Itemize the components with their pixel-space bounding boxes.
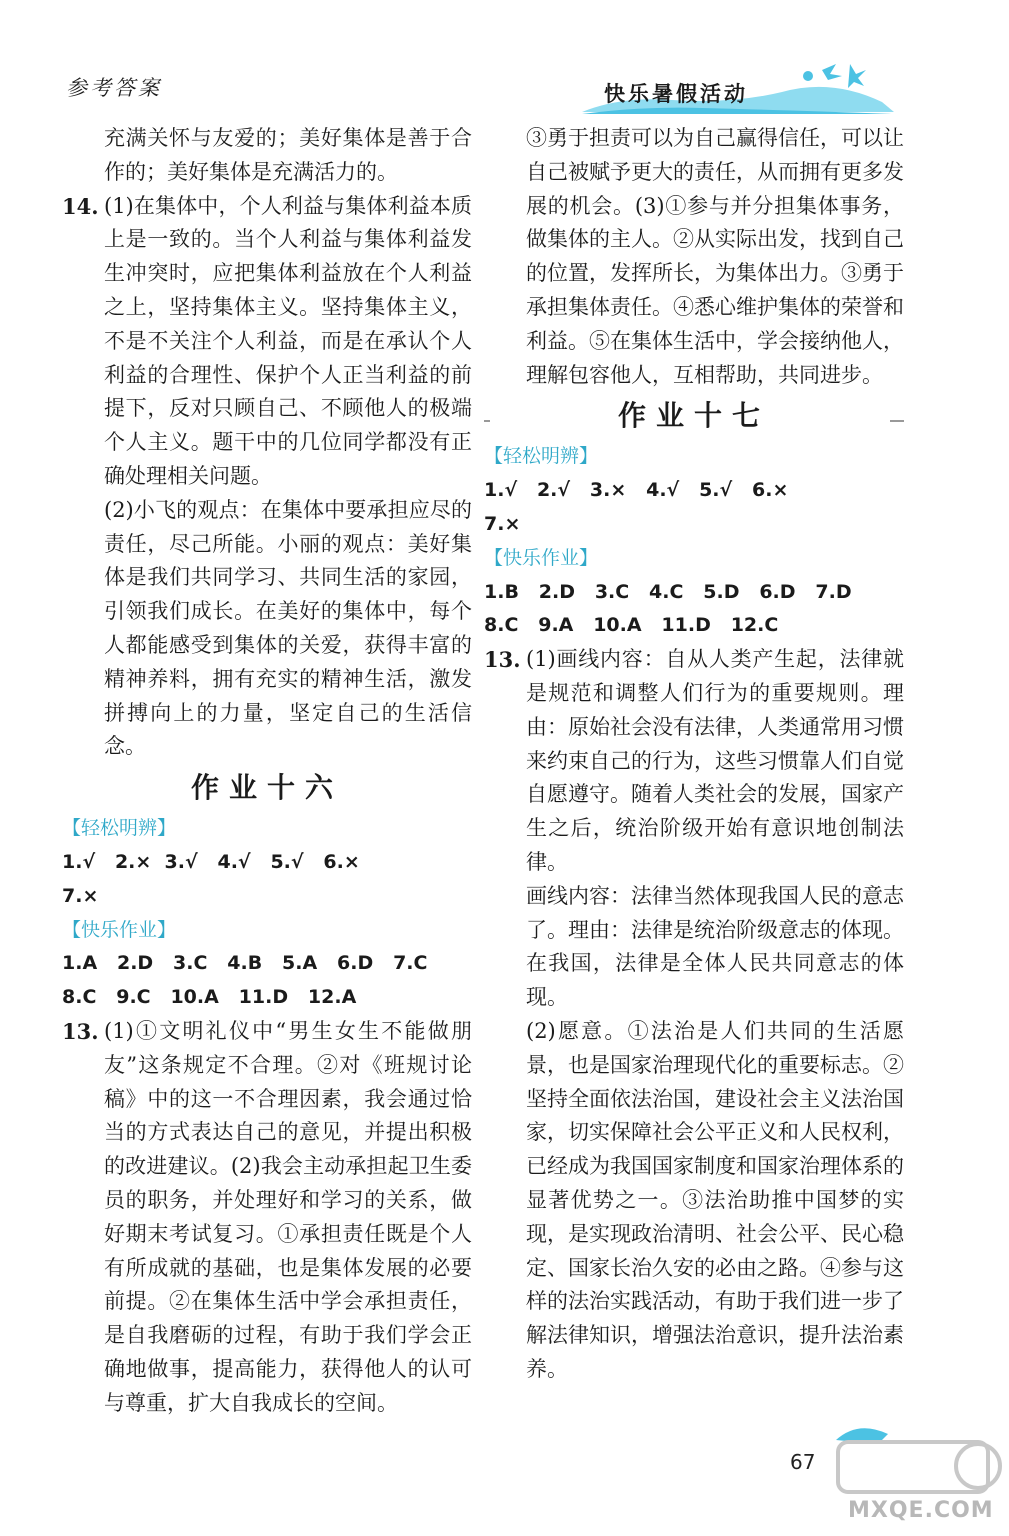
answer-row: 7.× — [62, 884, 99, 907]
divider — [484, 420, 490, 422]
question-number: 13. — [62, 1018, 99, 1044]
question-text: (1)画线内容：自从人类产生起，法律就是规范和调整人们行为的重要规则。理由：原始社会没有法律，人类通常用习惯来约束自己的行为，这些习惯靠人们自觉自愿遵守。随着人类社会的发展，国家产生之后，统治阶级开始有意识地创制法律。 — [526, 647, 904, 874]
answer-row: 1.√ 2.√ 3.× 4.√ 5.√ 6.× — [484, 479, 789, 502]
section-tag: 【快乐作业】 — [62, 918, 177, 941]
divider — [890, 420, 904, 422]
right-column — [484, 122, 904, 1387]
watermark-text: MXQE.COM — [848, 1498, 994, 1523]
question-14 — [62, 190, 472, 765]
question-text: (1)①文明礼仪中“男生女生不能做朋友”这条规定不合理。②对《班规讨论稿》中的这一不合理因素，我会通过恰当的方式表达自己的意见，并提出积极的改进建议。(2)我会主动承担起卫生委员的职务，并处理好和学习的关系，做好期末考试复习。①承担责任既是个人有所成就的基础，也是集体发展的必要前提。②在集体生活中学会承担责任，是自我磨砺的过程，有助于我们学会正确地做事，提高能力，获得他人的认可与尊重，扩大自我成长的空间。 — [104, 1018, 472, 1415]
watermark — [828, 1420, 1008, 1536]
answer-row: 8.C 9.A 10.A 11.D 12.C — [484, 614, 779, 637]
question-text-2: 画线内容：法律当然体现我国人民的意志了。理由：法律是统治阶级意志的体现。在我国，法律是全体人民共同意志的体现。 — [526, 883, 904, 1010]
answer-row: 1.B 2.D 3.C 4.C 5.D 6.D 7.D — [484, 580, 852, 603]
question-13 — [484, 643, 904, 1387]
page-number: 67 — [790, 1450, 816, 1474]
header-label: 参考答案 — [66, 76, 162, 100]
question-13 — [62, 1015, 472, 1421]
homework-title — [484, 392, 904, 440]
paragraph: 充满关怀与友爱的；美好集体是善于合作的；美好集体是充满活力的。 — [104, 126, 472, 184]
question-text-3: (2)愿意。①法治是人们共同的生活愿景，也是国家治理现代化的重要标志。②坚持全面依法治国，建设社会主义法治国家，切实保障社会公平正义和人民权利，已经成为我国国家制度和国家治理体系的显著优势之一。③法治助推中国梦的实现，是实现政治清明、社会公平、民心稳定、国家长治久安的必由之路。④参与这样的法治实践活动，有助于我们进一步了解法律知识，增强法治意识，提升法治素养。 — [526, 1018, 904, 1381]
paragraph: ③勇于担责可以为自己赢得信任，可以让自己被赋予更大的责任，从而拥有更多发展的机会。(3)①参与并分担集体事务，做集体的主人。②从实际出发，找到自己的位置，发挥所长，为集体出力。③勇于承担集体责任。④悉心维护集体的荣誉和利益。⑤在集体生活中，学会接纳他人，理解包容他人，互相帮助，共同进步。 — [526, 126, 904, 387]
watermark-logo-icon — [828, 1420, 1008, 1500]
answer-row: 1.A 2.D 3.C 4.B 5.A 6.D 7.C — [62, 952, 428, 975]
question-text-2: (2)小飞的观点：在集体中要承担应尽的责任，尽己所能。小丽的观点：美好集体是我们共同学习、共同生活的家园，引领我们成长。在美好的集体中，每个人都能感受到集体的关爱，获得丰富的精神养料，拥有充实的精神生活，激发拼搏向上的力量，坚定自己的生活信念。 — [104, 497, 472, 759]
section-tag: 【轻松明辨】 — [62, 817, 177, 840]
left-column — [62, 122, 472, 1420]
question-number: 13. — [484, 647, 521, 673]
question-number: 14. — [62, 193, 99, 219]
section-tag: 【轻松明辨】 — [484, 445, 599, 468]
answer-row: 1.√ 2.× 3.√ 4.√ 5.√ 6.× — [62, 850, 360, 873]
question-text: (1)在集体中，个人利益与集体利益本质上是一致的。当个人利益与集体利益发生冲突时，应把集体利益放在个人利益之上，坚持集体主义。坚持集体主义，不是不关注个人利益，而是在承认个人利益的合理性、保护个人正当利益的前提下，反对只顾自己、不顾他人的极端个人主义。题干中的几位同学都没有正确处理相关问题。 — [104, 193, 472, 488]
homework-title: 作业十六 — [190, 771, 343, 805]
brand-title: 快乐暑假活动 — [604, 82, 748, 106]
section-tag: 【快乐作业】 — [484, 546, 599, 569]
answer-row: 7.× — [484, 512, 521, 535]
homework-title-text: 作业十七 — [617, 399, 770, 433]
answer-row: 8.C 9.C 10.A 11.D 12.A — [62, 986, 357, 1009]
brand-banner — [582, 56, 894, 116]
